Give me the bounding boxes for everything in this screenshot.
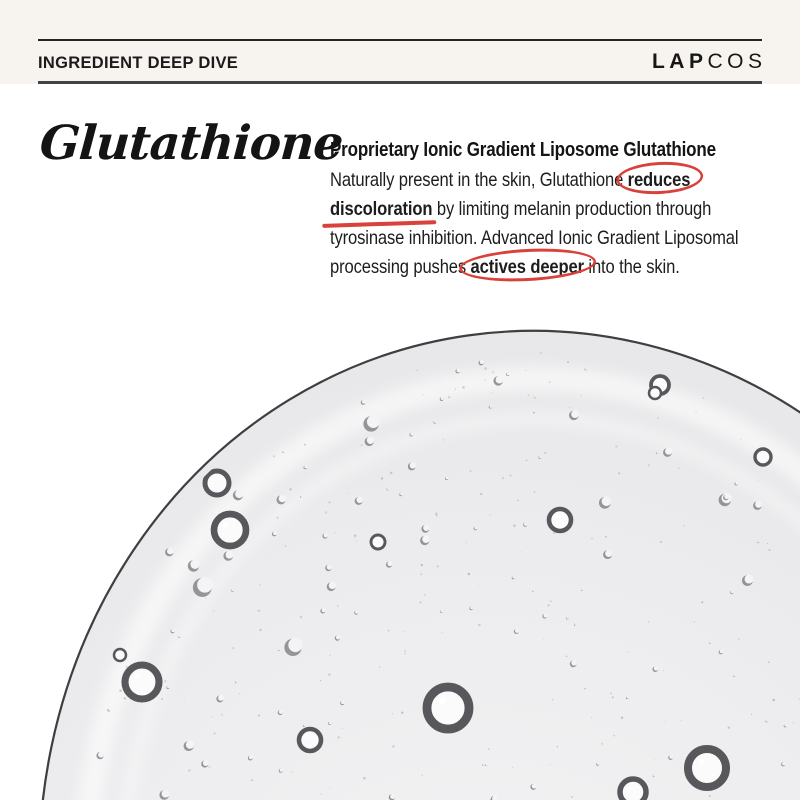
text-segment: Naturally present in the skin, Glutathione	[330, 169, 628, 191]
description-heading: Proprietary Ionic Gradient Liposome Glutathione	[330, 139, 716, 161]
header	[0, 0, 800, 84]
red-circle-annotation: actives deeper	[470, 256, 584, 278]
text-segment: into the skin.	[583, 256, 680, 278]
header-row	[38, 50, 767, 74]
brand-logo-lap: LAP	[651, 50, 708, 73]
ingredient-description	[330, 137, 781, 282]
red-circle-annotation: reduces	[627, 169, 691, 191]
header-bottom-rule	[38, 81, 762, 84]
brand-logo-cos: COS	[707, 50, 767, 73]
page-kicker: INGREDIENT DEEP DIVE	[38, 54, 239, 72]
text-segment: by limiting melanin production through tyrosinase inhibition. Advanced Ionic Gradient Liposomal processing pushes	[330, 198, 739, 278]
description-paragraph	[330, 166, 781, 282]
ingredient-script-title: Glutathione	[38, 116, 345, 171]
red-underline-annotation: discoloration	[330, 198, 433, 220]
serum-droplet-image	[0, 300, 800, 800]
brand-logo	[652, 50, 767, 74]
header-top-rule	[38, 39, 762, 41]
gel-drop-body	[0, 300, 800, 800]
